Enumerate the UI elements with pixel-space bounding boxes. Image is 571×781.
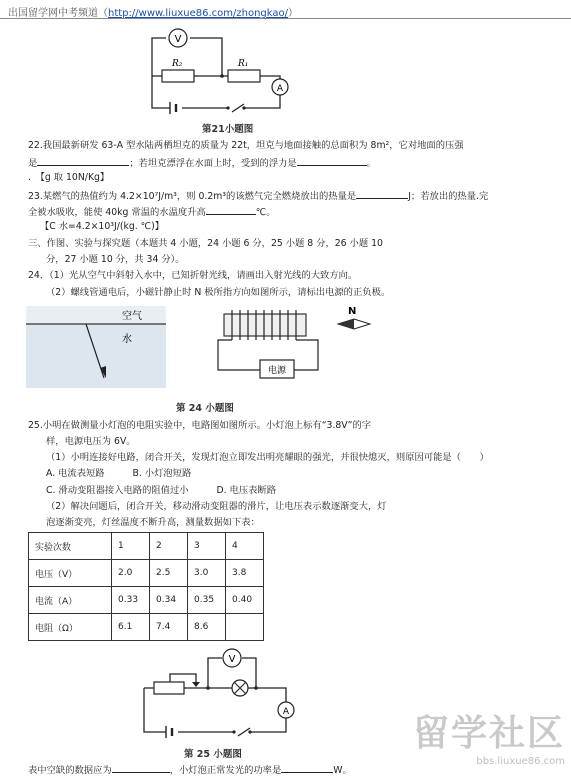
- fig25-voltmeter-label: V: [228, 654, 236, 665]
- table-cell: 7.4: [150, 614, 188, 641]
- q23-blank-heat[interactable]: [356, 189, 408, 199]
- q23-line2: [28, 205, 276, 219]
- q25-line5: 泡逐渐变亮，灯丝温度不断升高，测量数据如下表：: [46, 517, 260, 528]
- rheostat-slider-arrow: [192, 682, 200, 687]
- fig25-caption: 第 25 小题图: [184, 749, 242, 760]
- fig21-voltmeter-label: V: [174, 34, 182, 45]
- table-cell: 3.8: [226, 560, 264, 587]
- header-link[interactable]: http://www.liuxue86.com/zhongkao/: [108, 8, 288, 19]
- section3-line1: 三、作图、实验与探究题（本题共 4 小题，24 小题 6 分，25 小题 8 分，26 小题 10: [28, 238, 383, 249]
- q25-option-c: C. 滑动变阻器接入电路的阻值过小: [46, 485, 189, 496]
- header-close: ）: [288, 8, 298, 19]
- q22-blank-pressure[interactable]: [37, 156, 129, 166]
- q22-text-a: 是: [28, 158, 38, 169]
- q25-blank-power[interactable]: [281, 763, 333, 773]
- table-cell: 2.0: [112, 560, 150, 587]
- water-label: 水: [122, 334, 132, 345]
- table-cell: 0.33: [112, 587, 150, 614]
- table-cell: 4: [226, 533, 264, 560]
- table-cell: 8.6: [188, 614, 226, 641]
- watermark-url: bbs.liuxue86.com: [476, 756, 565, 767]
- table-row: [29, 614, 264, 641]
- q25-last-line: [28, 763, 352, 777]
- q25-blank-resistance[interactable]: [112, 763, 170, 773]
- table-cell-empty: [226, 614, 264, 641]
- table-cell: 3: [188, 533, 226, 560]
- header-divider: [0, 18, 571, 19]
- page-header: [8, 4, 298, 19]
- q23-text-a: 23.某燃气的热值约为 4.2×10⁷J/m³，则 0.2m³的该燃气完全燃烧放出的热量是: [28, 191, 357, 202]
- fig24-caption: 第 24 小题图: [176, 403, 234, 414]
- header-site: 出国留学网中考频道（: [8, 8, 108, 19]
- q25-option-a: A. 电流表短路: [46, 468, 105, 479]
- table-cell: 2.5: [150, 560, 188, 587]
- fig21-r1-label: R₁: [238, 59, 249, 69]
- table-row: [29, 560, 264, 587]
- q22-blank-buoyancy[interactable]: [297, 156, 367, 166]
- watermark: [413, 705, 565, 767]
- q25-line2: 样，电源电压为 6V。: [46, 436, 136, 447]
- q23-text-c: 全被水吸收，能使 40kg 常温的水温度升高: [28, 207, 206, 218]
- q23-note: 【C 水=4.2×10³J/(kg. ℃)】: [40, 221, 165, 232]
- measurement-table: [28, 532, 264, 641]
- rheostat-resistor: [154, 682, 184, 694]
- table-cell: 电流（A）: [29, 587, 112, 614]
- q22-note: . 【g 取 10N/Kg】: [28, 172, 110, 183]
- q22-line2: [28, 156, 376, 170]
- r2-resistor: [162, 70, 194, 82]
- q25-option-d: D. 电压表断路: [216, 485, 277, 496]
- watermark-logo: 留学社区: [412, 713, 565, 754]
- fig21-caption: 第21小题图: [202, 124, 254, 135]
- q23-blank-temp[interactable]: [206, 205, 256, 215]
- power-source-label: 电源: [267, 366, 287, 376]
- q23-text-b: J；若放出的热量.完: [408, 191, 489, 202]
- fig21-r2-label: R₂: [172, 59, 183, 69]
- q25-last-text-a: 表中空缺的数据应为: [28, 765, 112, 776]
- q25-last-text-c: W。: [333, 765, 352, 776]
- section3-line2: 分，27 小题 10 分，共 34 分）。: [46, 254, 185, 265]
- q22-text-b: ；若坦克漂浮在水面上时，受到的浮力是: [129, 158, 297, 169]
- figure-25-circuit: [130, 644, 300, 744]
- q23-line1: [28, 189, 488, 203]
- table-cell: 1: [112, 533, 150, 560]
- figure-24-solenoid: [214, 302, 384, 394]
- q25-options-ab: [46, 468, 191, 480]
- q22-note-text: 【g 取 10N/Kg】: [40, 172, 110, 183]
- r1-resistor: [228, 70, 260, 82]
- q25-line1: 25.小明在做测量小灯泡的电阻实验中，电路图如图所示。小灯泡上标有“3.8V”的字: [28, 420, 372, 431]
- table-cell: 3.0: [188, 560, 226, 587]
- table-cell: 0.40: [226, 587, 264, 614]
- solenoid-core: [224, 314, 306, 336]
- table-cell: 6.1: [112, 614, 150, 641]
- q25-last-text-b: ，小灯泡正常发光的功率是: [169, 765, 282, 776]
- table-cell: 2: [150, 533, 188, 560]
- q24-line2: （2）螺线管通电后，小磁针静止时 N 极所指方向如图所示，请标出电源的正负极。: [46, 287, 391, 298]
- table-cell: 电阻（Ω）: [29, 614, 112, 641]
- fig25-ammeter-label: A: [282, 707, 290, 717]
- q22-line1: 22.我国最新研发 63-A 型水陆两栖坦克的质量为 22t，坦克与地面接触的总面积为 8m²，它对地面的压强: [28, 140, 464, 151]
- q25-options-cd: [46, 485, 276, 497]
- q25-line3: （1）小明连接好电路，闭合开关，发现灯泡立即发出明亮耀眼的强光，并很快熄灭，则原因可能是（ ）: [46, 452, 489, 463]
- q24-line1: 24．（1）光从空气中斜射入水中，已知折射光线，请画出入射光线的大致方向。: [28, 270, 358, 281]
- table-cell: 实验次数: [29, 533, 112, 560]
- table-cell: 0.34: [150, 587, 188, 614]
- compass-north-half: [338, 319, 354, 329]
- table-cell: 0.35: [188, 587, 226, 614]
- table-row: [29, 533, 264, 560]
- figure-24-refraction: [26, 306, 166, 388]
- figure-21-circuit: [140, 24, 290, 119]
- table-cell: 电压（V）: [29, 560, 112, 587]
- q25-line4: （2）解决问题后，闭合开关，移动滑动变阻器的滑片，让电压表示数逐渐变大，灯: [46, 501, 387, 512]
- q22-text-c: 。: [366, 158, 376, 169]
- q25-option-b: B. 小灯泡短路: [132, 468, 192, 479]
- fig21-ammeter-label: A: [276, 84, 284, 94]
- q23-text-d: ℃。: [255, 207, 276, 218]
- compass-n-label: N: [348, 306, 357, 317]
- air-label: 空气: [122, 311, 142, 322]
- table-row: [29, 587, 264, 614]
